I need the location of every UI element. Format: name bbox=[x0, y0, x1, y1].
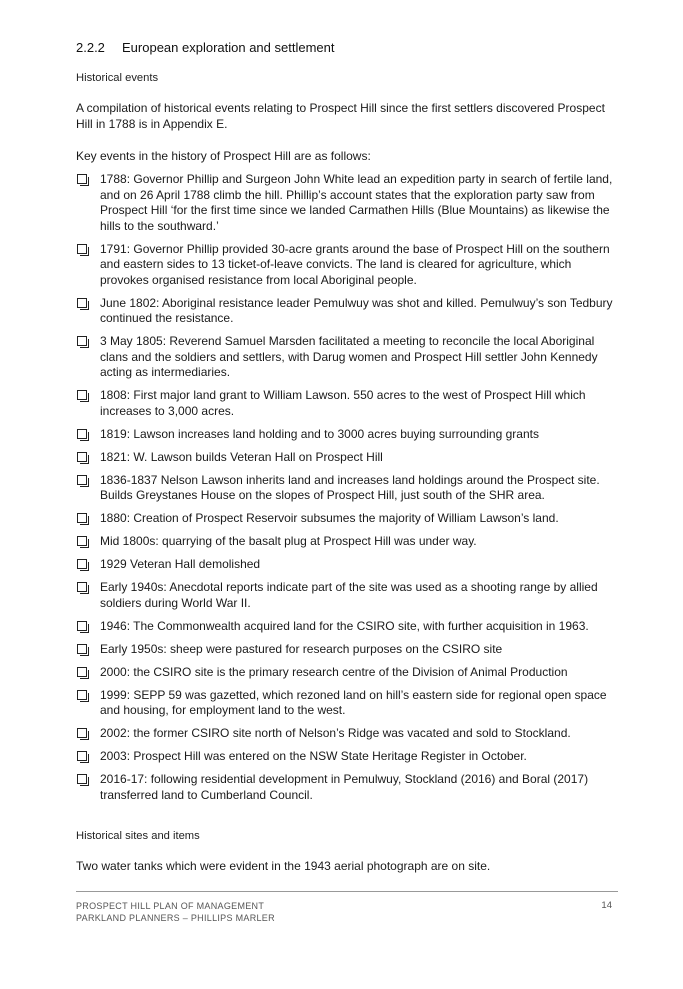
checkbox-bullet-icon bbox=[77, 536, 87, 546]
checkbox-bullet-icon bbox=[77, 513, 87, 523]
event-item bbox=[76, 772, 616, 803]
event-text: Early 1940s: Anecdotal reports indicate part of the site was used as a shooting range by allied soldiers during World War II. bbox=[100, 580, 598, 610]
event-text: 1808: First major land grant to William Lawson. 550 acres to the west of Prospect Hill which increases to 3,000 acres. bbox=[100, 388, 586, 418]
event-item bbox=[76, 172, 616, 234]
checkbox-bullet-icon bbox=[77, 774, 87, 784]
events-list-container bbox=[76, 172, 616, 811]
page-number: 14 bbox=[601, 900, 612, 911]
event-text: 1821: W. Lawson builds Veteran Hall on Prospect Hill bbox=[100, 449, 383, 464]
event-item bbox=[76, 296, 616, 327]
events-list bbox=[76, 172, 616, 803]
event-item bbox=[76, 427, 616, 443]
event-text: 1819: Lawson increases land holding and to 3000 acres buying surrounding grants bbox=[100, 426, 539, 441]
checkbox-bullet-icon bbox=[77, 559, 87, 569]
checkbox-bullet-icon bbox=[77, 390, 87, 400]
event-text: 3 May 1805: Reverend Samuel Marsden facilitated a meeting to reconcile the local Aboriginal clans and the soldiers and settlers, with Darug women and Prospect Hill settler John Kennedy acting as intermediaries. bbox=[100, 334, 598, 379]
checkbox-bullet-icon bbox=[77, 298, 87, 308]
event-text: 2000: the CSIRO site is the primary research centre of the Division of Animal Production bbox=[100, 664, 568, 679]
footer-text bbox=[76, 900, 275, 924]
intro-paragraph: A compilation of historical events relating to Prospect Hill since the first settlers discovered Prospect Hill in 1788 is in Appendix E. bbox=[76, 101, 605, 131]
event-item bbox=[76, 557, 616, 573]
event-text: Early 1950s: sheep were pastured for research purposes on the CSIRO site bbox=[100, 641, 503, 656]
checkbox-bullet-icon bbox=[77, 429, 87, 439]
subheading-historical-events: Historical events bbox=[76, 72, 159, 84]
event-item bbox=[76, 726, 616, 742]
event-item bbox=[76, 242, 616, 289]
event-text: Mid 1800s: quarrying of the basalt plug at Prospect Hill was under way. bbox=[100, 534, 477, 548]
checkbox-bullet-icon bbox=[77, 621, 87, 631]
event-text: 1880: Creation of Prospect Reservoir subsumes the majority of William Lawson’s land. bbox=[100, 511, 559, 525]
event-item bbox=[76, 388, 616, 419]
key-events-lead: Key events in the history of Prospect Hill are as follows: bbox=[76, 149, 371, 163]
event-text: 1929 Veteran Hall demolished bbox=[100, 557, 261, 571]
event-item bbox=[76, 642, 616, 658]
event-item bbox=[76, 665, 616, 681]
event-item bbox=[76, 749, 616, 765]
event-item bbox=[76, 450, 616, 466]
section-number: 2.2.2 bbox=[76, 40, 105, 55]
footer-authors: PARKLAND PLANNERS – PHILLIPS MARLER bbox=[76, 913, 275, 923]
checkbox-bullet-icon bbox=[77, 336, 87, 346]
section-title: European exploration and settlement bbox=[122, 40, 335, 55]
section-heading bbox=[76, 40, 334, 55]
event-text: 2016-17: following residential development in Pemulwuy, Stockland (2016) and Boral (2017) transferred land to Cumberland Council. bbox=[100, 772, 589, 802]
checkbox-bullet-icon bbox=[77, 475, 87, 485]
checkbox-bullet-icon bbox=[77, 728, 87, 738]
event-item bbox=[76, 534, 616, 550]
event-text: June 1802: Aboriginal resistance leader Pemulwuy was shot and killed. Pemulwuy’s son Tedbury continued the resistance. bbox=[100, 295, 613, 325]
event-text: 1999: SEPP 59 was gazetted, which rezoned land on hill’s eastern side for regional open space and housing, for employment land to the west. bbox=[100, 687, 607, 717]
event-item bbox=[76, 619, 616, 635]
checkbox-bullet-icon bbox=[77, 582, 87, 592]
event-item bbox=[76, 688, 616, 719]
checkbox-bullet-icon bbox=[77, 452, 87, 462]
event-item bbox=[76, 511, 616, 527]
event-text: 1788: Governor Phillip and Surgeon John White lead an expedition party in search of fertile land, and on 26 April 1788 climb the hill. Phillip’s account states that the exploration party saw from Prospect Hill ‘for the first time since we landed Carmathen Hills (Blue Mountains) as likewise the hills to the southward.’ bbox=[100, 172, 613, 233]
footer-document-title: PROSPECT HILL PLAN OF MANAGEMENT bbox=[76, 901, 265, 911]
footer-divider bbox=[76, 891, 618, 892]
event-text: 1946: The Commonwealth acquired land for the CSIRO site, with further acquisition in 1963. bbox=[100, 618, 589, 633]
event-text: 2002: the former CSIRO site north of Nelson’s Ridge was vacated and sold to Stockland. bbox=[100, 726, 571, 740]
sites-paragraph: Two water tanks which were evident in the 1943 aerial photograph are on site. bbox=[76, 859, 491, 873]
checkbox-bullet-icon bbox=[77, 174, 87, 184]
event-item bbox=[76, 580, 616, 611]
checkbox-bullet-icon bbox=[77, 751, 87, 761]
checkbox-bullet-icon bbox=[77, 244, 87, 254]
event-item bbox=[76, 334, 616, 381]
event-text: 2003: Prospect Hill was entered on the NSW State Heritage Register in October. bbox=[100, 749, 527, 763]
subheading-historical-sites: Historical sites and items bbox=[76, 830, 200, 842]
event-text: 1836-1837 Nelson Lawson inherits land and increases land holdings around the Prospect site. Builds Greystanes House on the slopes of Prospect Hill, just south of the SHR area. bbox=[100, 472, 600, 502]
checkbox-bullet-icon bbox=[77, 690, 87, 700]
checkbox-bullet-icon bbox=[77, 667, 87, 677]
event-text: 1791: Governor Phillip provided 30-acre grants around the base of Prospect Hill on the southern and eastern sides to 13 ticket-of-leave convicts. The land is cleared for agriculture, which provokes organised resistance from local Aboriginal people. bbox=[100, 241, 610, 287]
checkbox-bullet-icon bbox=[77, 644, 87, 654]
event-item bbox=[76, 473, 616, 504]
